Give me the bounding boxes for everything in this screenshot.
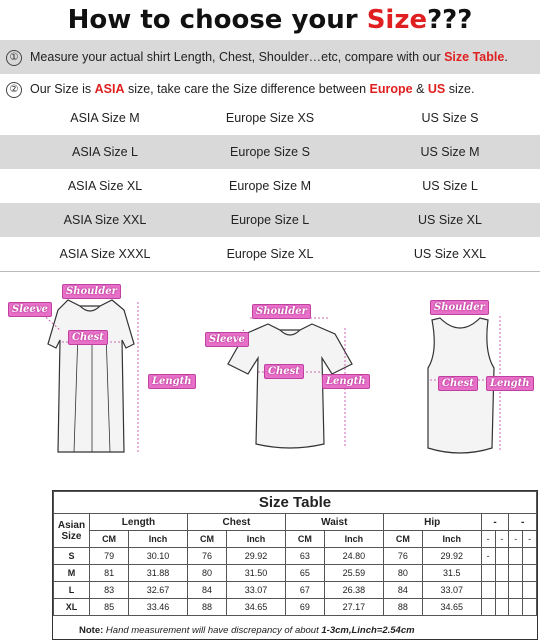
europe-size: Europe Size M <box>229 179 311 193</box>
table-row <box>54 582 537 599</box>
europe-size: Europe Size S <box>230 145 310 159</box>
step-number-icon: ② <box>6 82 22 98</box>
chest-header: Chest <box>187 514 285 531</box>
instruction-highlight: ASIA <box>94 82 125 96</box>
blank-header: - <box>481 514 509 531</box>
table-cell: - <box>495 531 509 548</box>
table-cell: 24.80 <box>324 548 383 565</box>
table-cell <box>509 548 523 565</box>
table-cell: 81 <box>90 565 129 582</box>
table-cell: 26.38 <box>324 582 383 599</box>
us-size: US Size L <box>422 179 478 193</box>
table-row <box>54 565 537 582</box>
table-cell <box>481 599 495 616</box>
note-label: Note: <box>79 625 104 636</box>
table-cell: - <box>481 531 495 548</box>
europe-size: Europe Size XL <box>226 247 314 261</box>
size-table-title: Size Table <box>54 492 537 514</box>
table-cell <box>523 548 537 565</box>
table-cell: 34.65 <box>422 599 481 616</box>
table-cell: 32.67 <box>129 582 188 599</box>
table-cell: 29.92 <box>227 548 286 565</box>
size-map-row <box>0 101 540 135</box>
unit-inch: Inch <box>422 531 481 548</box>
length-label: Length <box>486 376 534 391</box>
sleeve-label: Sleeve <box>8 302 52 317</box>
table-cell: 69 <box>285 599 324 616</box>
table-cell: 31.5 <box>422 565 481 582</box>
europe-size: Europe Size L <box>230 213 310 227</box>
size-label: L <box>54 582 90 599</box>
shoulder-label: Shoulder <box>430 300 489 315</box>
title-suffix: ??? <box>427 5 473 35</box>
table-cell <box>523 565 537 582</box>
chest-label: Chest <box>264 364 304 379</box>
instruction-text: & <box>412 82 428 96</box>
asia-size: ASIA Size L <box>71 145 138 159</box>
table-cell: 83 <box>90 582 129 599</box>
table-cell <box>481 582 495 599</box>
instruction-highlight: US <box>427 82 446 96</box>
dress-sketch <box>48 300 134 452</box>
unit-inch: Inch <box>324 531 383 548</box>
table-cell: - <box>523 531 537 548</box>
table-cell <box>495 582 509 599</box>
table-cell: 30.10 <box>129 548 188 565</box>
instruction-text: size, take care the Size difference between <box>124 82 370 96</box>
table-cell: 34.65 <box>227 599 286 616</box>
unit-cm: CM <box>285 531 324 548</box>
size-map-row <box>0 169 540 203</box>
table-row <box>54 548 537 565</box>
table-cell <box>495 565 509 582</box>
instruction-highlight: Size Table <box>444 50 505 64</box>
unit-cm: CM <box>187 531 226 548</box>
waist-header: Waist <box>285 514 383 531</box>
table-cell <box>495 548 509 565</box>
table-cell: 76 <box>187 548 226 565</box>
blank-header: - <box>509 514 537 531</box>
instruction-highlight: Europe <box>369 82 413 96</box>
size-map-row <box>0 237 540 271</box>
asian-size-header: Asian Size <box>54 514 90 548</box>
table-cell: 25.59 <box>324 565 383 582</box>
table-cell: 63 <box>285 548 324 565</box>
table-cell: 33.07 <box>227 582 286 599</box>
size-map-row <box>0 135 540 169</box>
length-label: Length <box>322 374 370 389</box>
length-label: Length <box>148 374 196 389</box>
asia-size: ASIA Size XXL <box>63 213 147 227</box>
step-number-icon: ① <box>6 50 22 66</box>
instruction-text: Our Size is <box>30 82 95 96</box>
table-cell: 88 <box>187 599 226 616</box>
unit-cm: CM <box>383 531 422 548</box>
table-cell <box>523 599 537 616</box>
unit-cm: CM <box>90 531 129 548</box>
table-cell: 84 <box>187 582 226 599</box>
instruction-text: Measure your actual shirt Length, Chest, Shoulder…etc, compare with our <box>30 50 445 64</box>
table-cell: 67 <box>285 582 324 599</box>
title-highlight: Size <box>366 5 428 35</box>
table-cell: 80 <box>187 565 226 582</box>
table-cell: 33.07 <box>422 582 481 599</box>
table-cell <box>509 582 523 599</box>
table-cell: 84 <box>383 582 422 599</box>
table-cell: 80 <box>383 565 422 582</box>
asia-size: ASIA Size XL <box>67 179 143 193</box>
table-cell <box>509 599 523 616</box>
instruction-row-1 <box>0 40 540 74</box>
table-cell: 76 <box>383 548 422 565</box>
size-label: S <box>54 548 90 565</box>
size-table-grid <box>53 491 537 616</box>
table-cell: 31.88 <box>129 565 188 582</box>
size-label: XL <box>54 599 90 616</box>
measurement-note <box>52 622 538 640</box>
table-cell <box>509 565 523 582</box>
chest-label: Chest <box>68 330 108 345</box>
shoulder-label: Shoulder <box>62 284 121 299</box>
us-size: US Size XL <box>418 213 482 227</box>
title-prefix: How to choose your <box>67 5 367 35</box>
table-cell: - <box>509 531 523 548</box>
asia-size: ASIA Size M <box>70 111 140 125</box>
size-map-row <box>0 203 540 237</box>
table-cell: 31.50 <box>227 565 286 582</box>
instruction-text-end: . <box>504 50 508 64</box>
unit-inch: Inch <box>227 531 286 548</box>
table-cell: 65 <box>285 565 324 582</box>
us-size: US Size S <box>421 111 479 125</box>
page-title <box>0 0 540 40</box>
table-cell <box>523 582 537 599</box>
table-cell: 88 <box>383 599 422 616</box>
length-header: Length <box>90 514 188 531</box>
table-cell: 29.92 <box>422 548 481 565</box>
note-text: Hand measurement will have discrepancy of about <box>105 625 322 636</box>
table-cell: 27.17 <box>324 599 383 616</box>
table-cell: - <box>481 548 495 565</box>
instruction-text-end: size. <box>445 82 475 96</box>
table-row <box>54 599 537 616</box>
asia-size: ASIA Size XXXL <box>59 247 151 261</box>
us-size: US Size M <box>420 145 480 159</box>
size-table <box>52 490 538 640</box>
us-size: US Size XXL <box>413 247 487 261</box>
europe-size: Europe Size XS <box>225 111 315 125</box>
measurement-diagrams <box>0 272 540 480</box>
table-cell: 85 <box>90 599 129 616</box>
shoulder-label: Shoulder <box>252 304 311 319</box>
hip-header: Hip <box>383 514 481 531</box>
chest-label: Chest <box>438 376 478 391</box>
sleeve-label: Sleeve <box>205 332 249 347</box>
note-bold: 1-3cm,Linch=2.54cm <box>321 625 415 636</box>
unit-inch: Inch <box>129 531 188 548</box>
table-cell <box>481 565 495 582</box>
table-cell: 33.46 <box>129 599 188 616</box>
table-cell <box>495 599 509 616</box>
table-cell: 79 <box>90 548 129 565</box>
size-label: M <box>54 565 90 582</box>
